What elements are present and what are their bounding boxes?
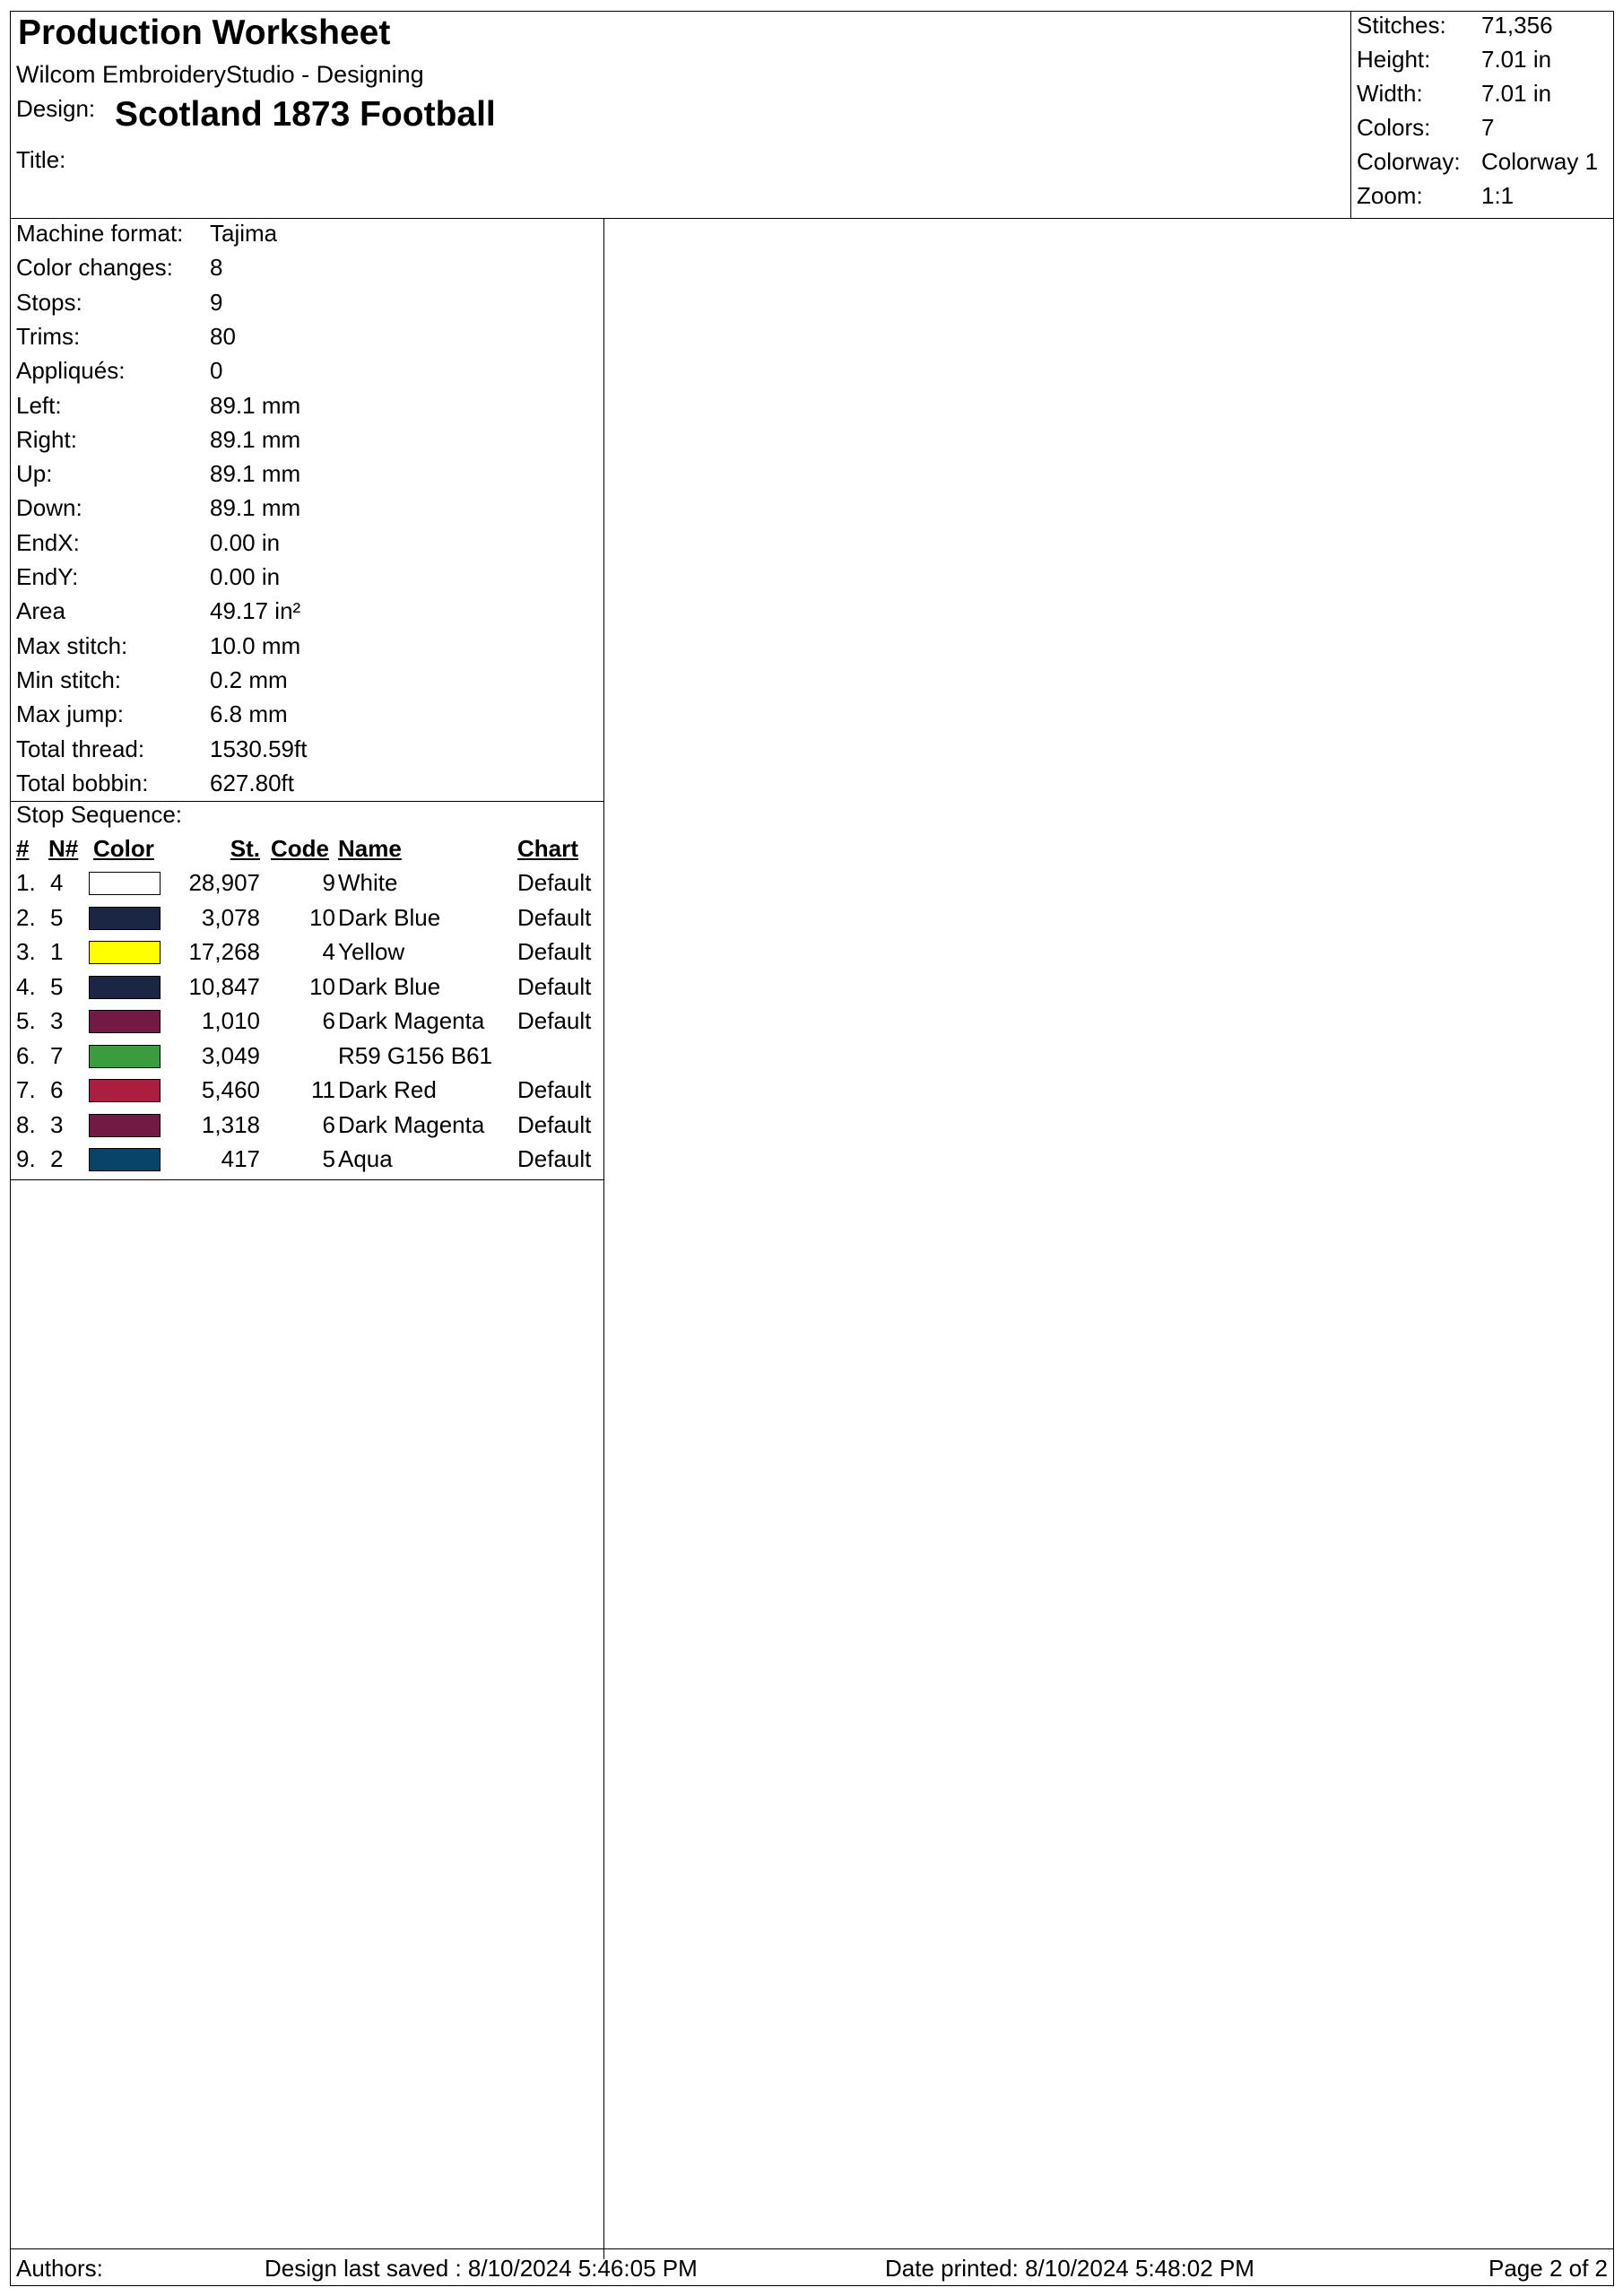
machine-properties (11, 218, 603, 802)
thread-code: 6 (322, 1007, 335, 1034)
stop-index: 6. (16, 1041, 36, 1069)
date-printed: Date printed: 8/10/2024 5:48:02 PM (885, 2255, 1254, 2282)
stitch-count: 3,078 (201, 903, 260, 931)
thread-name: White (338, 869, 398, 896)
application-name: Wilcom EmbroideryStudio - Designing (16, 61, 424, 88)
property-label: Max jump: (16, 700, 124, 728)
property-row (16, 528, 281, 563)
color-swatch (89, 1079, 161, 1102)
summary-value: 7 (1481, 114, 1495, 141)
color-swatch (89, 1114, 161, 1137)
property-row (16, 425, 301, 460)
stop-row (11, 1111, 603, 1145)
thread-name: Aqua (338, 1145, 393, 1172)
col-header-needle: N# (48, 835, 79, 862)
thread-chart: Default (517, 869, 592, 896)
property-label: Right: (16, 425, 77, 453)
property-label: EndX: (16, 528, 80, 556)
property-label: Left: (16, 391, 62, 419)
thread-name: Dark Blue (338, 972, 441, 1000)
design-name: Scotland 1873 Football (115, 95, 496, 134)
stitch-count: 1,010 (201, 1007, 260, 1034)
property-row (16, 391, 301, 426)
summary-label: Width: (1357, 80, 1423, 107)
property-label: Total thread: (16, 735, 145, 762)
property-row (16, 700, 288, 735)
page-number: Page 2 of 2 (1488, 2255, 1608, 2282)
property-value: Tajima (210, 220, 278, 247)
stop-row (11, 869, 603, 903)
color-swatch (89, 907, 161, 930)
color-swatch (89, 872, 161, 895)
thread-code: 6 (322, 1110, 335, 1138)
stitch-count: 17,268 (188, 938, 260, 965)
color-swatch (89, 976, 161, 999)
thread-code: 4 (322, 938, 335, 965)
summary-label: Stitches: (1357, 12, 1446, 39)
summary-value: 1:1 (1481, 182, 1515, 209)
thread-code: 10 (309, 903, 335, 931)
property-value: 9 (210, 288, 223, 316)
property-row (16, 460, 301, 494)
property-value: 10.0 mm (210, 631, 301, 659)
property-value: 89.1 mm (210, 460, 301, 488)
thread-chart: Default (517, 1007, 592, 1034)
stop-index: 8. (16, 1110, 36, 1138)
property-row (16, 665, 288, 700)
authors-label: Authors: (16, 2255, 103, 2282)
needle-number: 3 (50, 1007, 64, 1034)
thread-name: Yellow (338, 938, 405, 965)
stop-row (11, 1007, 603, 1041)
needle-number: 5 (50, 903, 64, 931)
summary-value: 7.01 in (1481, 46, 1552, 73)
summary-label: Height: (1357, 46, 1431, 73)
stitch-count: 417 (221, 1145, 260, 1172)
property-label: Max stitch: (16, 631, 128, 659)
stop-index: 4. (16, 972, 36, 1000)
needle-number: 2 (50, 1145, 64, 1172)
color-swatch (89, 1148, 161, 1171)
stop-row (11, 904, 603, 938)
property-label: Trims: (16, 322, 81, 350)
property-value: 89.1 mm (210, 494, 301, 522)
thread-chart: Default (517, 972, 592, 1000)
property-value: 80 (210, 322, 236, 350)
property-row (16, 563, 281, 597)
summary-label: Colors: (1357, 114, 1431, 141)
property-row (16, 631, 301, 666)
stitch-count: 1,318 (201, 1110, 260, 1138)
property-value: 89.1 mm (210, 391, 301, 419)
property-label: Min stitch: (16, 665, 122, 693)
worksheet-header (11, 12, 1613, 219)
summary-value: Colorway 1 (1481, 148, 1599, 175)
thread-name: Dark Red (338, 1076, 437, 1103)
thread-chart: Default (517, 1110, 592, 1138)
thread-code: 9 (322, 869, 335, 896)
thread-chart: Default (517, 1145, 592, 1172)
stop-sequence-header (11, 835, 603, 869)
summary-label: Zoom: (1357, 182, 1423, 209)
summary-label: Colorway: (1357, 148, 1461, 175)
stop-index: 3. (16, 938, 36, 965)
color-swatch (89, 1045, 161, 1068)
property-row (16, 769, 294, 804)
property-label: Appliqués: (16, 357, 126, 385)
property-value: 0.00 in (210, 563, 281, 590)
thread-chart: Default (517, 938, 592, 965)
property-label: Up: (16, 460, 53, 488)
property-value: 89.1 mm (210, 425, 301, 453)
stitch-count: 28,907 (188, 869, 260, 896)
property-value: 0.00 in (210, 528, 281, 556)
stop-row (11, 973, 603, 1007)
title-label: Title: (16, 146, 66, 173)
property-row (16, 597, 301, 631)
col-header-name: Name (338, 835, 402, 862)
stop-sequence-title: Stop Sequence: (16, 801, 183, 828)
thread-name: Dark Magenta (338, 1007, 485, 1034)
property-value: 0.2 mm (210, 665, 288, 693)
thread-name: R59 G156 B61 (338, 1041, 493, 1069)
col-header-stitches: St. (230, 835, 260, 862)
stitch-count: 3,049 (201, 1041, 260, 1069)
stop-index: 7. (16, 1076, 36, 1103)
needle-number: 6 (50, 1076, 64, 1103)
property-value: 49.17 in² (210, 597, 301, 625)
property-row (16, 288, 223, 323)
property-value: 8 (210, 254, 223, 282)
needle-number: 5 (50, 972, 64, 1000)
worksheet-title: Production Worksheet (18, 13, 391, 52)
thread-code: 10 (309, 972, 335, 1000)
property-row (16, 254, 223, 288)
design-label: Design: (16, 95, 96, 122)
property-row (16, 494, 301, 528)
property-value: 627.80ft (210, 769, 294, 796)
worksheet-page (10, 11, 1614, 2286)
worksheet-footer (11, 2248, 1613, 2286)
needle-number: 7 (50, 1041, 64, 1069)
summary-value: 7.01 in (1481, 80, 1552, 107)
col-header-color: Color (93, 835, 154, 862)
property-label: Down: (16, 494, 82, 522)
thread-name: Dark Magenta (338, 1110, 485, 1138)
property-label: Machine format: (16, 220, 184, 247)
needle-number: 4 (50, 869, 64, 896)
thread-name: Dark Blue (338, 903, 441, 931)
col-header-index: # (16, 835, 30, 862)
stitch-count: 5,460 (201, 1076, 260, 1103)
property-label: Area (16, 597, 65, 625)
last-saved: Design last saved : 8/10/2024 5:46:05 PM (265, 2255, 698, 2282)
needle-number: 1 (50, 938, 64, 965)
needle-number: 3 (50, 1110, 64, 1138)
stop-index: 2. (16, 903, 36, 931)
property-value: 6.8 mm (210, 700, 288, 728)
property-label: Color changes: (16, 254, 173, 282)
property-row (16, 322, 236, 357)
stop-row (11, 1145, 603, 1179)
stop-index: 1. (16, 869, 36, 896)
col-header-chart: Chart (517, 835, 578, 862)
property-row (16, 220, 278, 254)
property-value: 1530.59ft (210, 735, 308, 762)
stop-index: 5. (16, 1007, 36, 1034)
thread-code: 11 (311, 1076, 335, 1103)
thread-chart: Default (517, 903, 592, 931)
property-label: EndY: (16, 563, 79, 590)
design-summary (1350, 12, 1613, 218)
stop-index: 9. (16, 1145, 36, 1172)
color-swatch (89, 1010, 161, 1033)
property-value: 0 (210, 357, 223, 385)
summary-value: 71,356 (1481, 12, 1553, 39)
property-row (16, 357, 223, 391)
property-row (16, 735, 308, 770)
stop-sequence (11, 801, 603, 1180)
color-swatch (89, 941, 161, 964)
stop-row (11, 1076, 603, 1110)
col-header-code: Code (271, 835, 329, 862)
property-label: Total bobbin: (16, 769, 149, 796)
stop-row (11, 1042, 603, 1076)
thread-chart: Default (517, 1076, 592, 1103)
stitch-count: 10,847 (188, 972, 260, 1000)
thread-code: 5 (322, 1145, 335, 1172)
stop-row (11, 938, 603, 972)
details-column (11, 218, 604, 2259)
property-label: Stops: (16, 288, 82, 316)
